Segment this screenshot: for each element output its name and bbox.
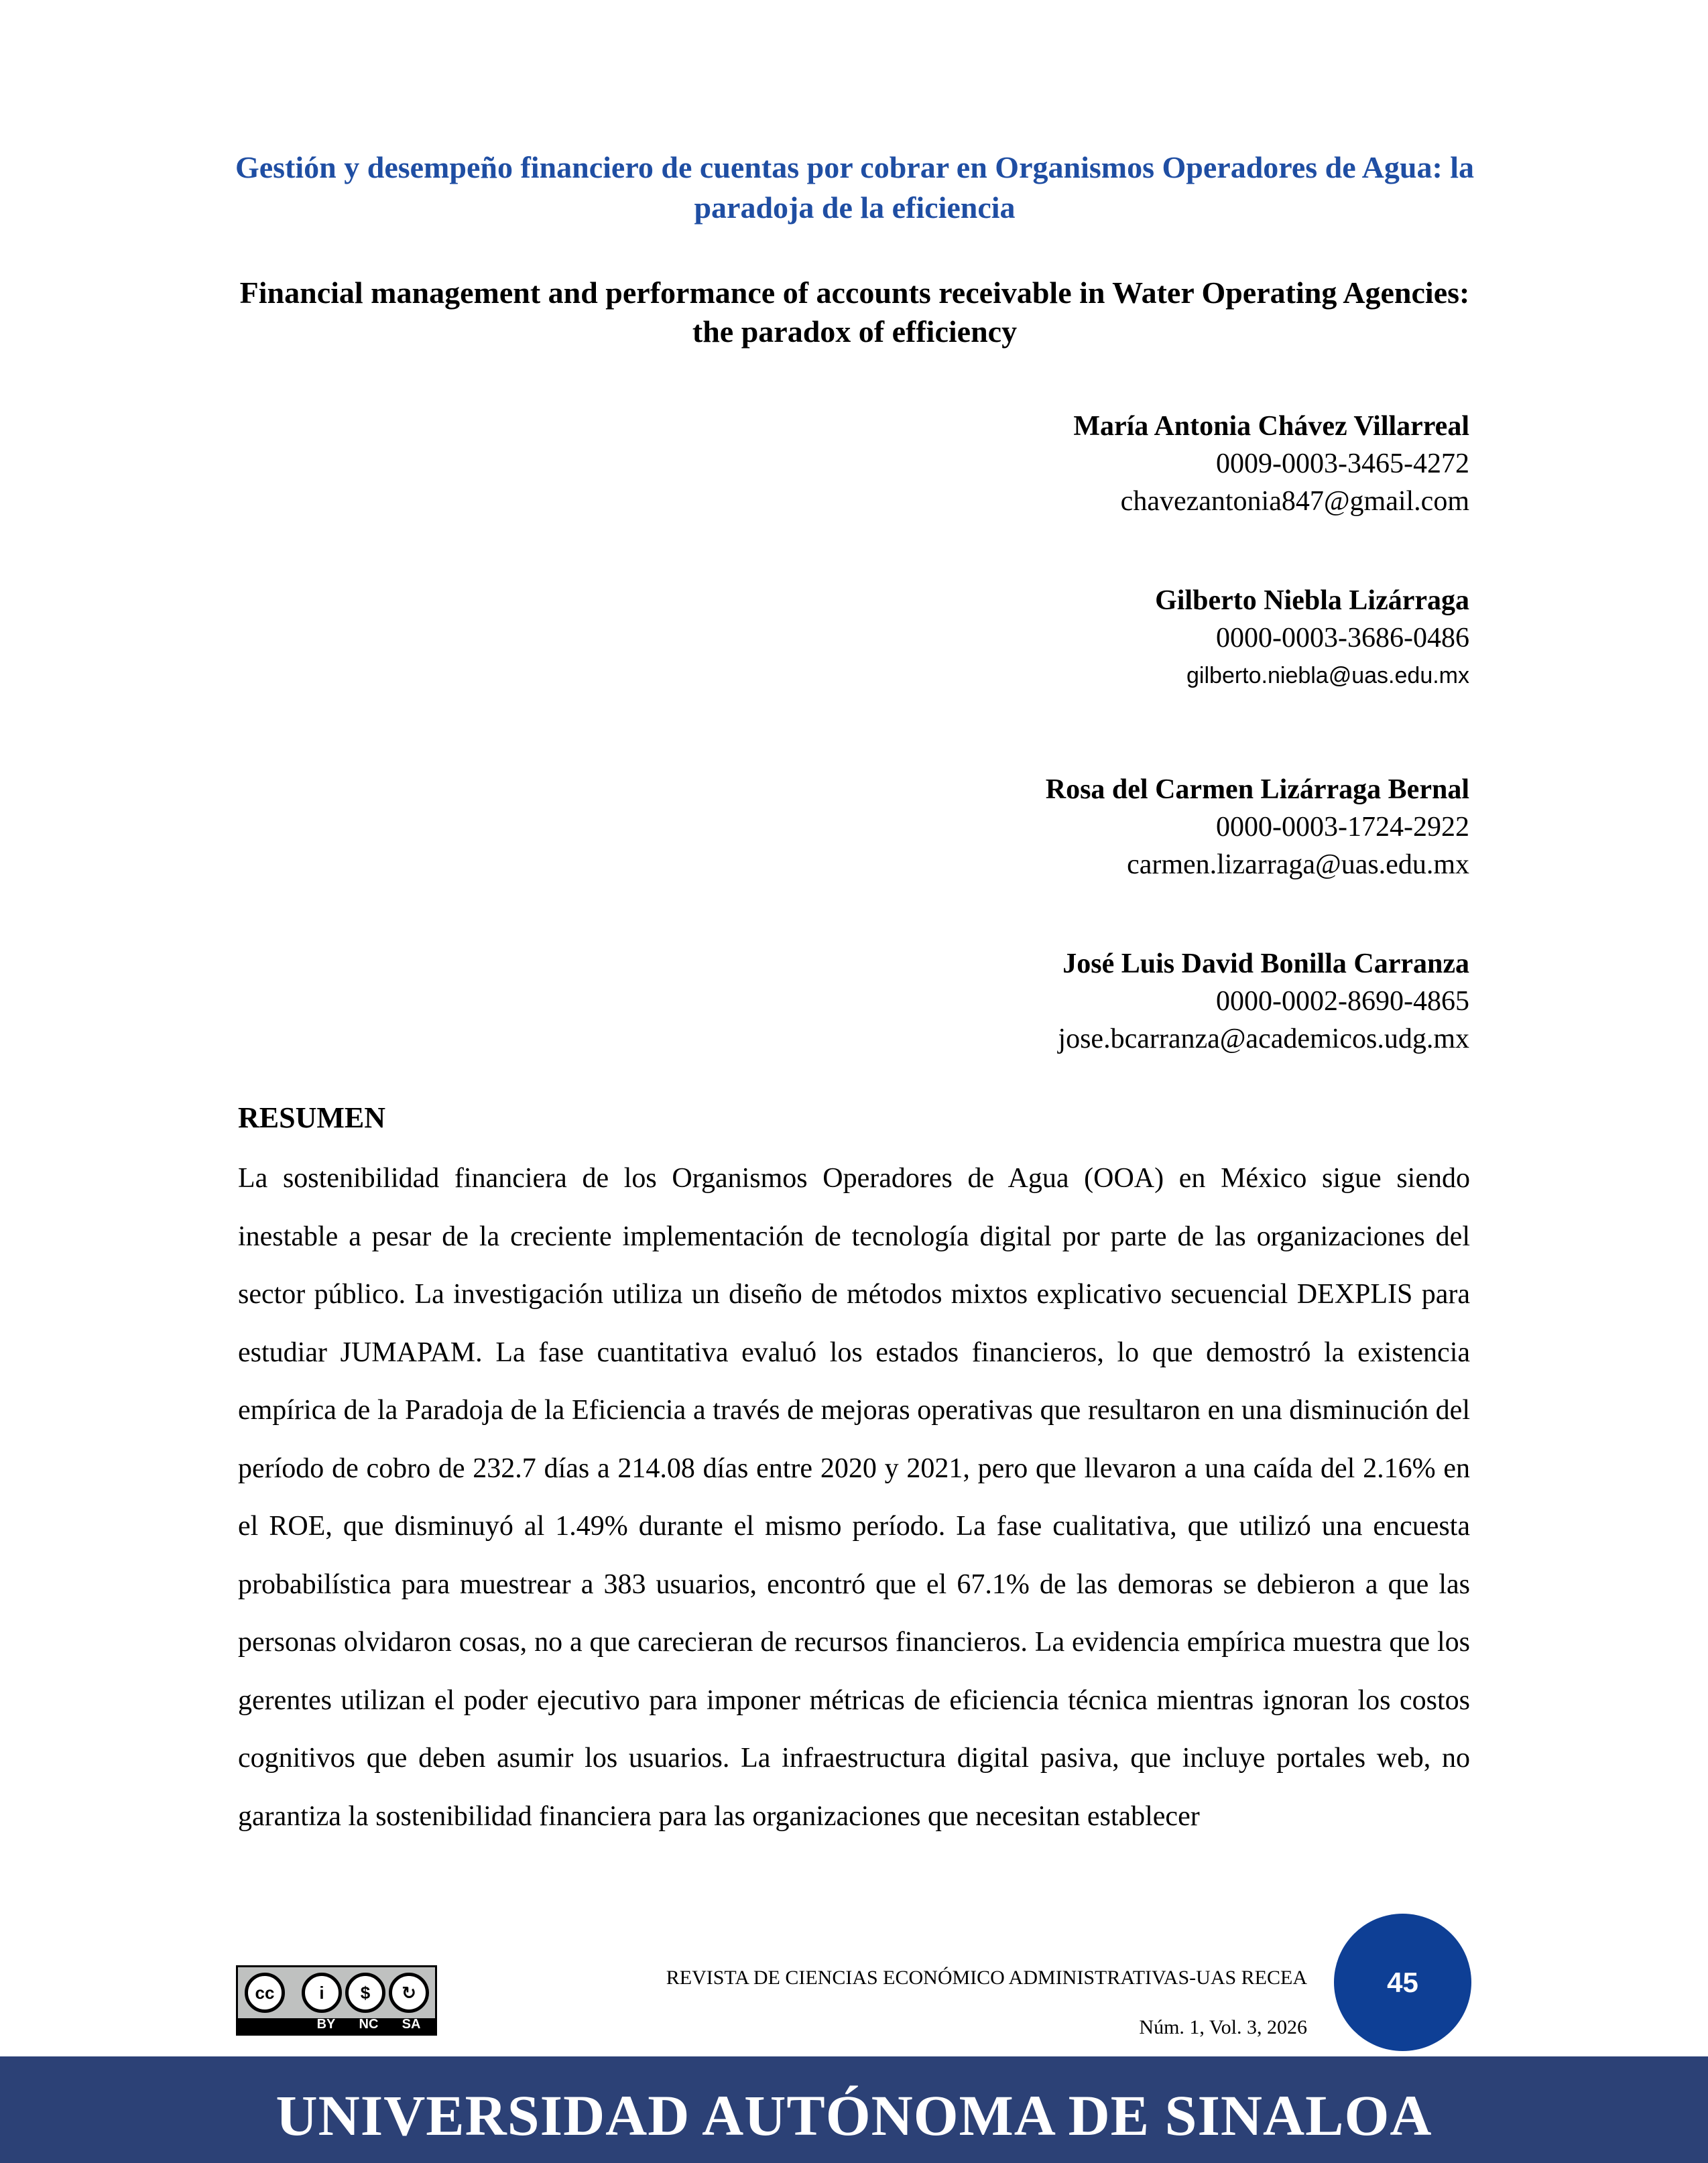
author-orcid: 0000-0003-1724-2922	[1216, 812, 1469, 843]
author-email: chavezantonia847@gmail.com	[1120, 486, 1469, 517]
cc-by-nc-sa-icon	[236, 1965, 437, 2036]
journal-name: REVISTA DE CIENCIAS ECONÓMICO ADMINISTRATIVAS-UAS RECEA	[666, 1967, 1307, 1989]
footer-banner	[0, 2056, 1708, 2163]
noncommercial-icon: $	[345, 1973, 385, 2013]
author-email: gilberto.niebla@uas.edu.mx	[1186, 663, 1469, 688]
author-orcid: 0000-0003-3686-0486	[1216, 623, 1469, 654]
author-name: María Antonia Chávez Villarreal	[1073, 411, 1469, 442]
cc-icon: cc	[245, 1973, 285, 2013]
author-orcid: 0009-0003-3465-4272	[1216, 448, 1469, 479]
author-orcid: 0000-0002-8690-4865	[1216, 986, 1469, 1017]
article-title-spanish: Gestión y desempeño financiero de cuentas por cobrar en Organismos Operadores de Agua: la paradoja de la eficiencia	[235, 150, 1475, 225]
author-email: jose.bcarranza@academicos.udg.mx	[1058, 1024, 1469, 1054]
license-label-nc: NC	[359, 2017, 379, 2032]
university-name: UNIVERSIDAD AUTÓNOMA DE SINALOA	[276, 2083, 1432, 2148]
abstract-heading: RESUMEN	[238, 1101, 386, 1134]
author-block	[1155, 582, 1469, 694]
author-block	[1073, 408, 1469, 520]
author-name: José Luis David Bonilla Carranza	[1062, 948, 1469, 979]
issue-info: Núm. 1, Vol. 3, 2026	[1139, 2016, 1307, 2038]
author-name: Rosa del Carmen Lizárraga Bernal	[1045, 774, 1469, 805]
author-block	[1058, 945, 1469, 1058]
author-name: Gilberto Niebla Lizárraga	[1155, 585, 1469, 616]
article-title-english: Financial management and performance of accounts receivable in Water Operating Agencies: the paradox of efficiency	[239, 275, 1470, 349]
sharealike-icon: ↻	[389, 1973, 429, 2013]
page-number-badge: 45	[1334, 1914, 1471, 2051]
author-block	[1046, 771, 1469, 883]
attribution-icon: i	[302, 1973, 342, 2013]
author-email: carmen.lizarraga@uas.edu.mx	[1127, 849, 1469, 880]
license-label-sa: SA	[402, 2017, 421, 2032]
abstract-body: La sostenibilidad financiera de los Organismos Operadores de Agua (OOA) en México sigue siendo inestable a pesar de la creciente implementación de tecnología digital por parte de las organizaciones del sector público. La investigación utiliza un diseño de métodos mixtos explicativo secuencial DEXPLIS para estudiar JUMAPAM. La fase cuantitativa evaluó los estados financieros, lo que demostró la existencia empírica de la Paradoja de la Eficiencia a través de mejoras operativas que resultaron en una disminución del período de cobro de 232.7 días a 214.08 días entre 2020 y 2021, pero que llevaron a una caída del 2.16% en el ROE, que disminuyó al 1.49% durante el mismo período. La fase cualitativa, que utilizó una encuesta probabilística para muestrear a 383 usuarios, encontró que el 67.1% de las demoras se debieron a que las personas olvidaron cosas, no a que carecieran de recursos financieros. La evidencia empírica muestra que los gerentes utilizan el poder ejecutivo para imponer métricas de eficiencia técnica mientras ignoran los costos cognitivos que deben asumir los usuarios. La infraestructura digital pasiva, que incluye portales web, no garantiza la sostenibilidad financiera para las organizaciones que necesitan establecer	[238, 1163, 1470, 1832]
license-label-by: BY	[316, 2017, 336, 2032]
